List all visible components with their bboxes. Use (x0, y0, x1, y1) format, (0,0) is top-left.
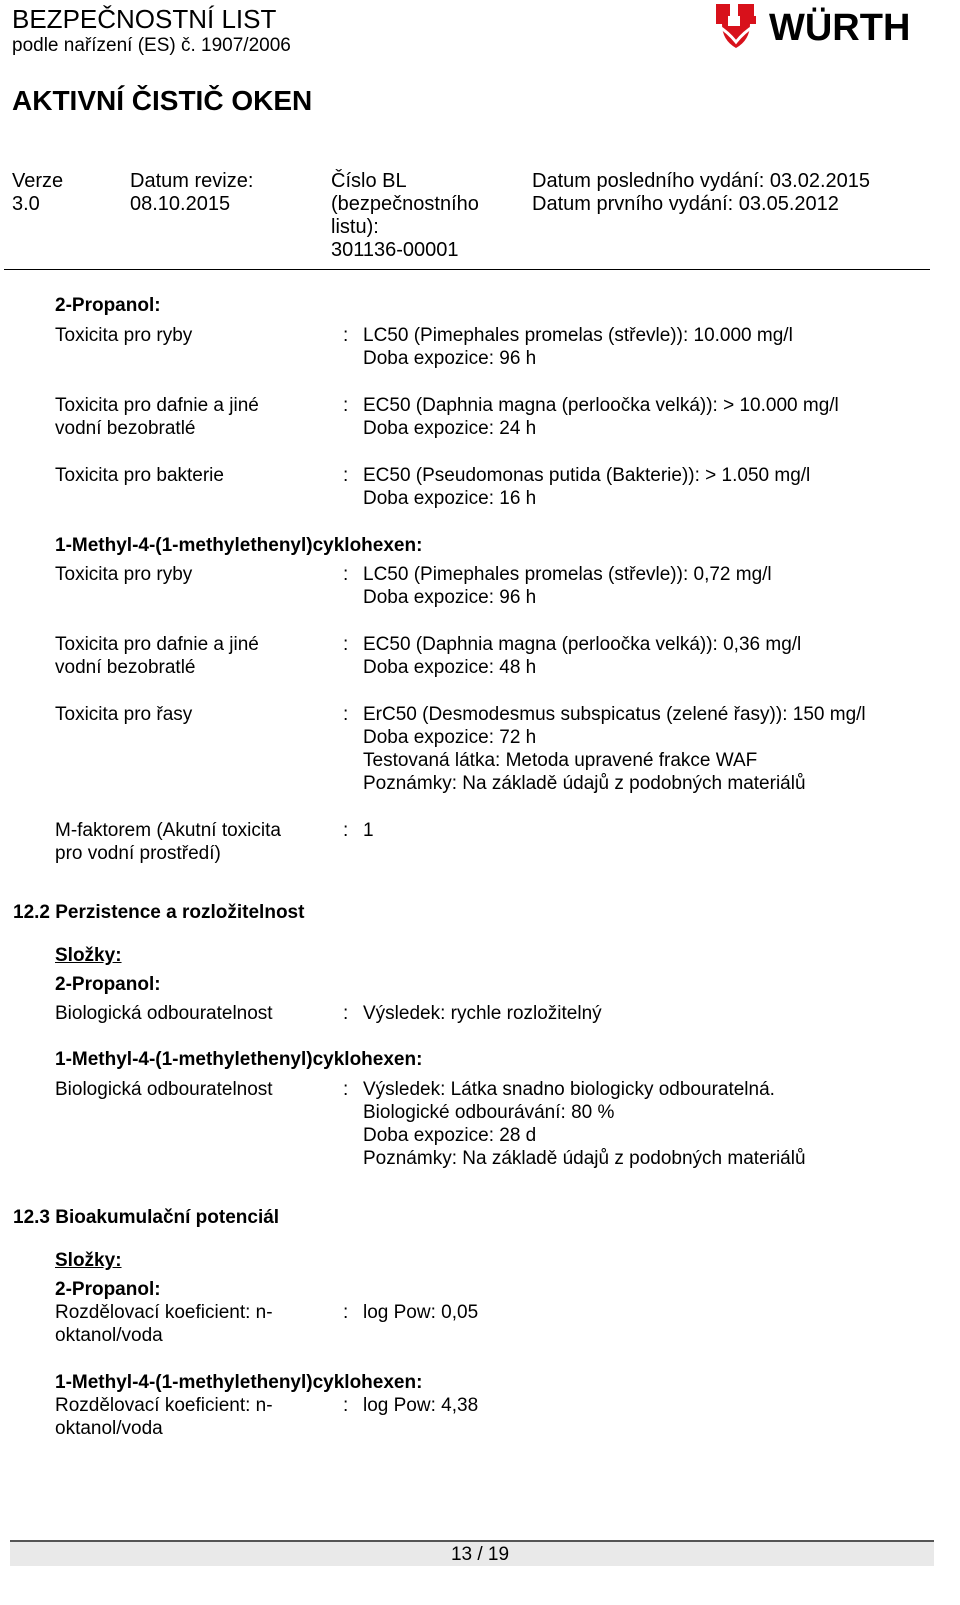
separator: : (343, 1079, 349, 1100)
version-value: 3.0 (12, 193, 40, 215)
wurth-logo-icon (714, 2, 934, 52)
value-line: Doba expozice: 16 h (363, 488, 537, 509)
row-value: Výsledek: rychle rozložitelný (363, 1003, 602, 1024)
value-line: Doba expozice: 28 d (363, 1125, 537, 1146)
row-value (363, 464, 943, 510)
row-label: Biologická odbouratelnost (55, 1003, 273, 1024)
row-value (363, 394, 943, 440)
value-line: EC50 (Pseudomonas putida (Bakterie)): > 1.050 mg/l (363, 465, 811, 486)
row-label: Toxicita pro řasy (55, 704, 193, 725)
separator: : (343, 395, 349, 416)
header-divider (4, 269, 930, 270)
separator: : (343, 465, 349, 486)
row-value (363, 1078, 943, 1170)
separator: : (343, 564, 349, 585)
revision-value: 08.10.2015 (130, 193, 231, 215)
label-line: Rozdělovací koeficient: n- (55, 1302, 273, 1323)
value-line: LC50 (Pimephales promelas (střevle)): 10.000 mg/l (363, 325, 793, 346)
row-value (363, 703, 943, 795)
regulation-text: podle nařízení (ES) č. 1907/2006 (12, 35, 291, 56)
separator: : (343, 1003, 349, 1024)
row-label: Toxicita pro bakterie (55, 465, 224, 486)
page-number: 13 / 19 (450, 1544, 510, 1565)
value-line: EC50 (Daphnia magna (perloočka velká)): > 10.000 mg/l (363, 395, 839, 416)
sds-number-value: 301136-00001 (331, 239, 459, 261)
last-issue-date: Datum posledního vydání: 03.02.2015 (532, 170, 871, 192)
value-line: Testovaná látka: Metoda upravené frakce WAF (363, 750, 758, 771)
row-label (55, 394, 335, 440)
separator: : (343, 1395, 349, 1416)
value-line: Výsledek: Látka snadno biologicky odbouratelná. (363, 1079, 775, 1100)
value-line: Poznámky: Na základě údajů z podobných materiálů (363, 1148, 806, 1169)
component-heading: 2-Propanol: (55, 1279, 161, 1300)
separator: : (343, 325, 349, 346)
label-line: vodní bezobratlé (55, 418, 196, 439)
separator: : (343, 634, 349, 655)
product-name: AKTIVNÍ ČISTIČ OKEN (12, 85, 313, 116)
component-heading: 2-Propanol: (55, 974, 161, 995)
row-value (363, 563, 943, 609)
label-line: Toxicita pro dafnie a jiné (55, 395, 259, 416)
component-heading: 1-Methyl-4-(1-methylethenyl)cyklohexen: (55, 535, 423, 556)
value-line: Doba expozice: 24 h (363, 418, 537, 439)
component-heading: 1-Methyl-4-(1-methylethenyl)cyklohexen: (55, 1372, 423, 1393)
value-line: Doba expozice: 72 h (363, 727, 537, 748)
label-line: Rozdělovací koeficient: n- (55, 1395, 273, 1416)
label-line: Toxicita pro dafnie a jiné (55, 634, 259, 655)
value-line: EC50 (Daphnia magna (perloočka velká)): 0,36 mg/l (363, 634, 802, 655)
row-value (363, 324, 943, 370)
row-label (55, 1301, 335, 1347)
value-line: ErC50 (Desmodesmus subspicatus (zelené řasy)): 150 mg/l (363, 704, 866, 725)
wurth-logo (714, 2, 934, 52)
label-line: pro vodní prostředí) (55, 843, 221, 864)
first-issue-date: Datum prvního vydání: 03.05.2012 (532, 193, 839, 215)
component-heading: 1-Methyl-4-(1-methylethenyl)cyklohexen: (55, 1049, 423, 1070)
row-value (363, 633, 943, 679)
section-heading-12-2: 12.2 Perzistence a rozložitelnost (13, 902, 305, 923)
separator: : (343, 704, 349, 725)
components-heading: Složky: (55, 945, 122, 966)
value-line: Doba expozice: 96 h (363, 348, 537, 369)
label-line: oktanol/voda (55, 1418, 163, 1439)
value-line: Biologické odbourávání: 80 % (363, 1102, 615, 1123)
separator: : (343, 1302, 349, 1323)
row-value: log Pow: 4,38 (363, 1395, 479, 1416)
sds-number-label-2: (bezpečnostního (331, 193, 479, 215)
sds-number-label-1: Číslo BL (331, 170, 407, 192)
value-line: Doba expozice: 96 h (363, 587, 537, 608)
sds-number-label-3: listu): (331, 216, 379, 238)
separator: : (343, 820, 349, 841)
label-line: oktanol/voda (55, 1325, 163, 1346)
row-value: log Pow: 0,05 (363, 1302, 479, 1323)
logo-wordmark: WÜRTH (769, 7, 911, 49)
label-line: vodní bezobratlé (55, 657, 196, 678)
revision-label: Datum revize: (130, 170, 254, 192)
label-line: M-faktorem (Akutní toxicita (55, 820, 281, 841)
component-heading: 2-Propanol: (55, 295, 161, 316)
row-label (55, 633, 335, 679)
components-heading: Složky: (55, 1250, 122, 1271)
row-label (55, 1394, 335, 1440)
value-line: LC50 (Pimephales promelas (střevle)): 0,72 mg/l (363, 564, 772, 585)
row-label: Toxicita pro ryby (55, 325, 193, 346)
row-value: 1 (363, 820, 374, 841)
value-line: Poznámky: Na základě údajů z podobných materiálů (363, 773, 806, 794)
section-heading-12-3: 12.3 Bioakumulační potenciál (13, 1207, 280, 1228)
row-label: Biologická odbouratelnost (55, 1079, 273, 1100)
document-title: BEZPEČNOSTNÍ LIST (12, 4, 277, 34)
row-label: Toxicita pro ryby (55, 564, 193, 585)
row-label (55, 819, 335, 865)
version-label: Verze (12, 170, 64, 192)
value-line: Doba expozice: 48 h (363, 657, 537, 678)
